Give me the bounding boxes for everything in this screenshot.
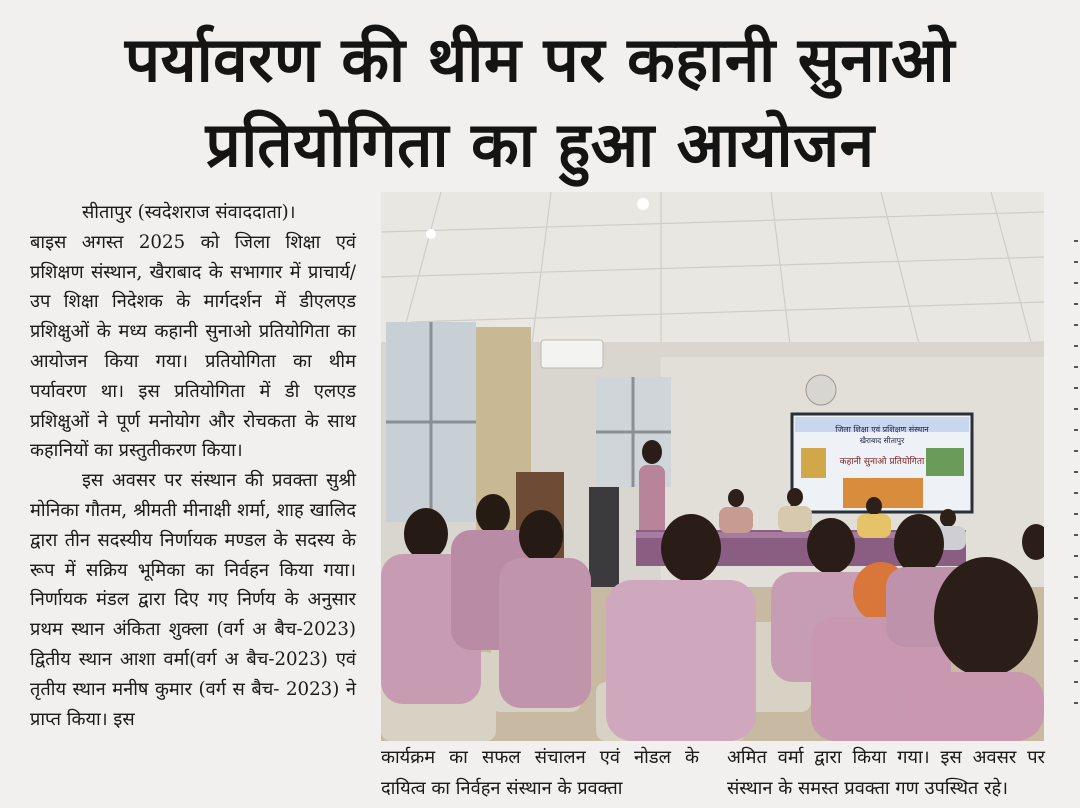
event-photo xyxy=(381,192,1044,741)
headline-line-2: प्रतियोगिता का हुआ आयोजन xyxy=(205,108,875,181)
article-paragraph-2: इस अवसर पर संस्थान की प्रवक्ता सुश्री मोनिका गौतम, श्रीमती मीनाक्षी शर्मा, शाह खालिद द्वारा तीन सदस्यीय निर्णायक मण्डल के सदस्य के रूप में सक्रिय भूमिका का निर्वहन किया गया। निर्णायक मंडल द्वारा दिए गए निर्णय के अनुसार प्रथम स्थान अंकिता शुक्ला (वर्ग अ बैच-2023) द्वितीय स्थान आशा वर्मा(वर्ग अ बैच-2023) एवं तृतीय स्थान मनीष कुमार (वर्ग स बैच- 2023) ने प्राप्त किया। इस xyxy=(30,470,356,730)
article-dateline: सीतापुर (स्वदेशराज संवाददाता)। xyxy=(82,202,296,223)
article-paragraph-1: बाइस अगस्त 2025 को जिला शिक्षा एवं प्रशिक्षण संस्थान, खैराबाद के सभागार में प्राचार्य/ उप शिक्षा निदेशक के मार्गदर्शन में डीएलएड प्रशिक्षुओं के मध्य कहानी सुनाओ प्रतियोगिता का आयोजन किया गया। प्रतियोगिता का थीम पर्यावरण था। इस प्रतियोगिता में डी एलएड प्रशिक्षुओं ने पूर्ण मनोयोग और रोचकता के साथ कहानियों का प्रस्तुतीकरण किया। xyxy=(30,231,356,462)
adjacent-column-edge xyxy=(1074,240,1078,800)
headline-line-1: पर्यावरण की थीम पर कहानी सुनाओ xyxy=(124,23,956,96)
screen-text-2: खैराबाद सीतापुर xyxy=(859,436,905,445)
caption-right: अमित वर्मा द्वारा किया गया। इस अवसर पर संस्थान के समस्त प्रवक्ता गण उपस्थित रहे। xyxy=(727,747,1045,799)
screen-text-3: कहानी सुनाओ प्रतियोगिता xyxy=(839,457,925,467)
screen-text-1: जिला शिक्षा एवं प्रशिक्षण संस्थान xyxy=(835,425,929,434)
article-left-column xyxy=(30,198,356,734)
caption-left: कार्यक्रम का सफल संचालन एवं नोडल के दायित्व का निर्वहन संस्थान के प्रवक्ता xyxy=(381,747,699,799)
